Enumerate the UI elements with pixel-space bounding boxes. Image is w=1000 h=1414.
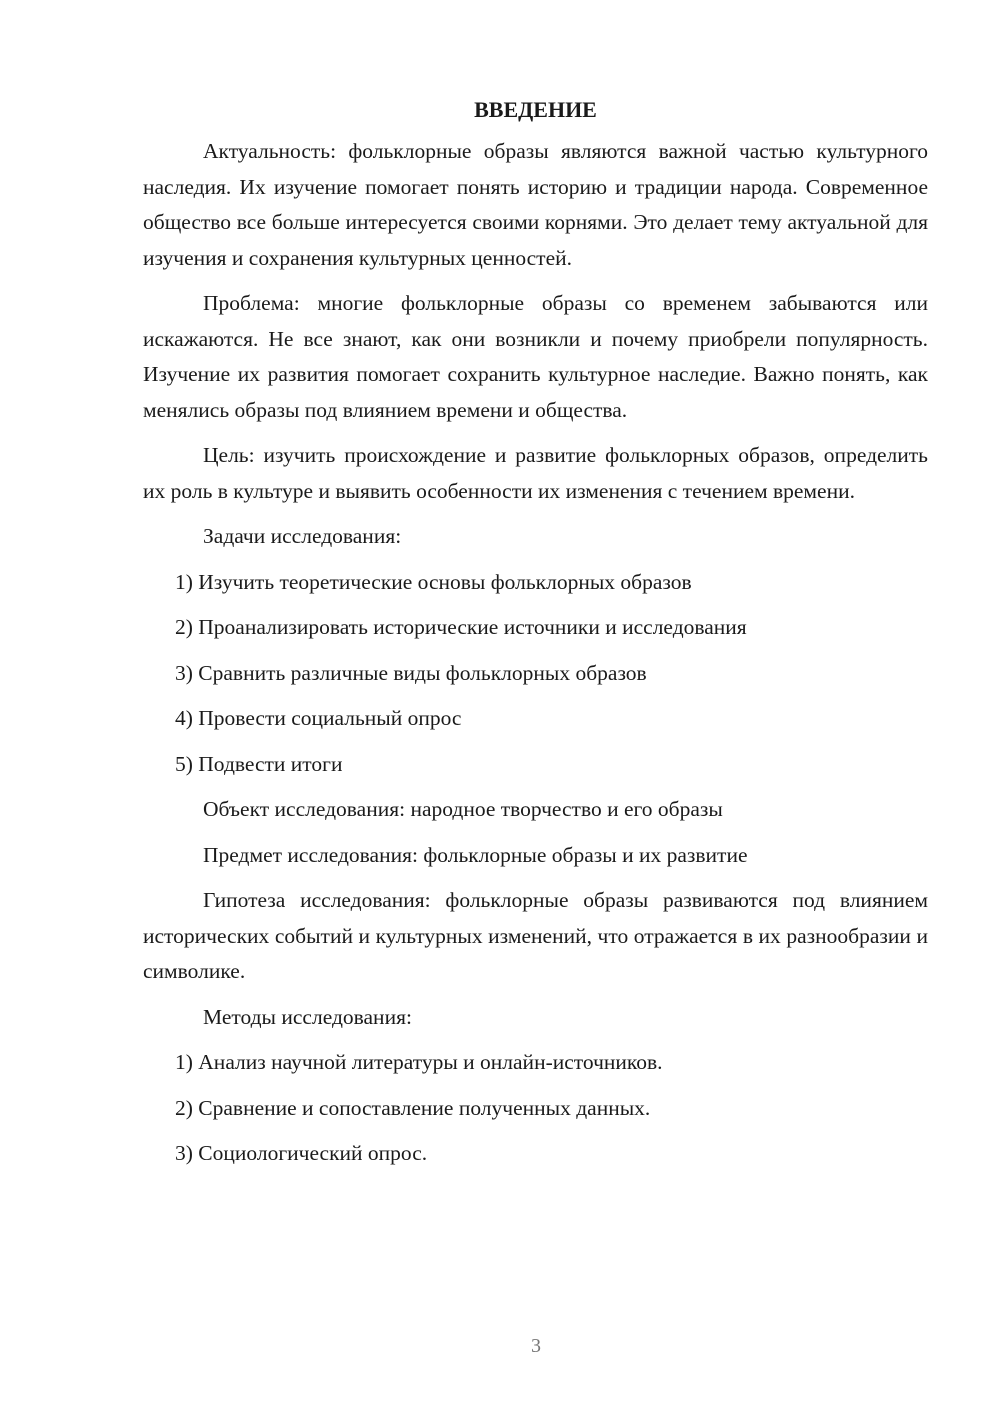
- goal-paragraph: Цель: изучить происхождение и развитие фольклорных образов, определить их роль в культуре и выявить особенности их изменения с течением времени.: [143, 443, 928, 503]
- page-number: 3: [531, 1335, 541, 1357]
- method-item: 3) Социологический опрос.: [175, 1141, 428, 1165]
- task-item: 3) Сравнить различные виды фольклорных образов: [175, 660, 647, 685]
- object-line: Объект исследования: народное творчество и его образы: [203, 797, 723, 821]
- task-item: 5) Подвести итоги: [175, 751, 343, 776]
- hypothesis-paragraph: Гипотеза исследования: фольклорные образы развиваются под влиянием исторических событий и культурных изменений, что отражается в их разнообразии и символике.: [143, 888, 928, 983]
- problem-paragraph: Проблема: многие фольклорные образы со временем забываются или искажаются. Не все знают, как они возникли и почему приобрели популярность. Изучение их развития помогает сохранить культурное наследие. Важно понять, как менялись образы под влиянием времени и общества.: [143, 291, 928, 422]
- methods-heading: Методы исследования:: [203, 1004, 412, 1029]
- task-item: 4) Провести социальный опрос: [175, 706, 462, 730]
- method-item: 2) Сравнение и сопоставление полученных данных.: [175, 1095, 651, 1120]
- tasks-heading: Задачи исследования:: [203, 524, 402, 548]
- page-content: [143, 95, 928, 1182]
- task-item: 2) Проанализировать исторические источники и исследования: [175, 615, 747, 639]
- subject-line: Предмет исследования: фольклорные образы и их развитие: [203, 842, 748, 867]
- method-item: 1) Анализ научной литературы и онлайн-источников.: [175, 1050, 663, 1074]
- relevance-paragraph: Актуальность: фольклорные образы являются важной частью культурного наследия. Их изучение помогает понять историю и традиции народа. Современное общество все больше интересуется своими корнями. Это делает тему актуальной для изучения и сохранения культурных ценностей.: [143, 139, 928, 270]
- task-item: 1) Изучить теоретические основы фольклорных образов: [175, 569, 692, 594]
- page-title: ВВЕДЕНИЕ: [474, 97, 597, 122]
